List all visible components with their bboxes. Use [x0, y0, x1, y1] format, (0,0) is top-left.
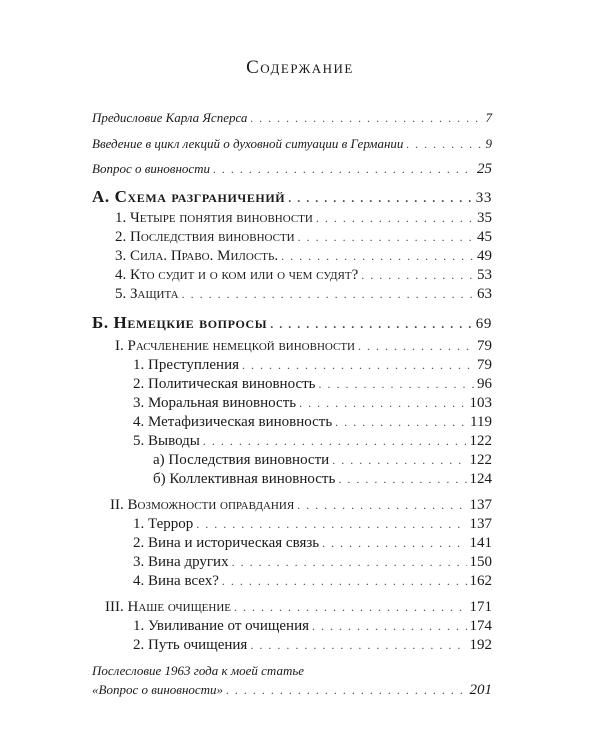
- toc-page-number: 49: [477, 248, 492, 264]
- dot-leader: [406, 137, 482, 152]
- toc-entry-title: 2. Путь очищения: [133, 637, 248, 653]
- toc-entry[interactable]: [133, 357, 492, 374]
- toc-entry-title: 3. Сила. Право. Милость.: [115, 248, 279, 264]
- toc-section-title: II. Возможности оправдания: [110, 497, 295, 513]
- toc-page-number: 150: [469, 554, 492, 570]
- toc-page-number: 103: [469, 395, 492, 411]
- toc-page-number: 33: [475, 190, 492, 206]
- toc-page-number: 35: [477, 210, 492, 226]
- toc-entry-title: Введение в цикл лекций о духовной ситуации в Германии: [92, 136, 404, 151]
- toc-entry[interactable]: [133, 376, 492, 393]
- toc-entry[interactable]: [133, 433, 492, 450]
- toc-entry-title: 4. Кто судит и о ком или о чем судят?: [115, 267, 359, 283]
- toc-page-number: 79: [477, 338, 492, 354]
- dot-leader: [316, 211, 474, 226]
- dot-leader: [319, 377, 474, 392]
- toc-page-number: 171: [469, 599, 492, 615]
- toc-entry[interactable]: [115, 210, 492, 227]
- toc-entry-preface[interactable]: [92, 110, 492, 126]
- toc-entry-title: 4. Метафизическая виновность: [133, 414, 333, 430]
- toc-part-title: А. Схема разграничений: [92, 187, 286, 206]
- toc-entry-title: 1. Четыре понятия виновности: [115, 210, 313, 226]
- dot-leader: [281, 249, 474, 264]
- dot-leader: [361, 268, 474, 283]
- toc-entry[interactable]: [115, 267, 492, 284]
- dot-leader: [288, 191, 473, 206]
- toc-page-number: 137: [469, 516, 492, 532]
- toc-page-number: 141: [469, 535, 492, 551]
- toc-page-number: 9: [485, 136, 492, 151]
- toc-page-number: 162: [469, 573, 492, 589]
- toc-page-number: 174: [469, 618, 492, 634]
- toc-entry-title: 2. Вина и историческая связь: [133, 535, 320, 551]
- toc-entry-introduction[interactable]: [92, 136, 492, 152]
- dot-leader: [213, 162, 474, 177]
- toc-entry-title: 4. Вина всех?: [133, 573, 219, 589]
- toc-entry[interactable]: [133, 554, 492, 571]
- toc-entry-title: 1. Преступления: [133, 357, 240, 373]
- dot-leader: [203, 434, 467, 449]
- dot-leader: [226, 683, 466, 698]
- dot-leader: [299, 396, 466, 411]
- toc-page-number: 53: [477, 267, 492, 283]
- toc-section-title: III. Наше очищение: [105, 599, 232, 615]
- toc-page-number: 63: [477, 286, 492, 302]
- toc-page-number: 25: [477, 161, 492, 177]
- toc-page-number: 79: [477, 357, 492, 373]
- dot-leader: [232, 555, 467, 570]
- toc-entry-afterword[interactable]: [92, 682, 492, 699]
- dot-leader: [297, 498, 466, 513]
- toc-entry-title: 3. Вина других: [133, 554, 229, 570]
- toc-section-3[interactable]: [105, 599, 492, 616]
- toc-section-1[interactable]: [115, 338, 492, 355]
- toc-entry-title: Предисловие Карла Ясперса: [92, 110, 248, 125]
- toc-entry-title: 3. Моральная виновность: [133, 395, 297, 411]
- toc-entry-title: 5. Выводы: [133, 433, 200, 449]
- toc-page-number: 69: [475, 316, 492, 332]
- toc-section-2[interactable]: [110, 497, 492, 514]
- toc-afterword-line1: Послесловие 1963 года к моей статье: [92, 663, 305, 678]
- dot-leader: [250, 638, 466, 653]
- dot-leader: [222, 574, 467, 589]
- toc-entry[interactable]: [133, 573, 492, 590]
- dot-leader: [358, 339, 474, 354]
- toc-entry-title: б) Коллективная виновность: [153, 471, 336, 487]
- toc-subentry[interactable]: [153, 452, 492, 469]
- toc-entry-guilt-question[interactable]: [92, 161, 492, 178]
- toc-page-number: 137: [469, 497, 492, 513]
- dot-leader: [312, 619, 466, 634]
- dot-leader: [332, 453, 466, 468]
- toc-page-number: 96: [477, 376, 492, 392]
- toc-subentry[interactable]: [153, 471, 492, 488]
- toc-entry[interactable]: [133, 414, 492, 431]
- toc-entry-title: 2. Политическая виновность: [133, 376, 316, 392]
- toc-entry[interactable]: [133, 395, 492, 412]
- toc-part-title: Б. Немецкие вопросы: [92, 313, 268, 332]
- toc-page-number: 45: [477, 229, 492, 245]
- page-title: Содержание: [246, 56, 354, 78]
- dot-leader: [196, 517, 466, 532]
- toc-entry-title: «Вопрос о виновности»: [92, 682, 224, 697]
- toc-entry-title: Вопрос о виновности: [92, 161, 211, 176]
- dot-leader: [338, 472, 466, 487]
- dot-leader: [234, 600, 466, 615]
- toc-entry[interactable]: [115, 286, 492, 303]
- toc-entry[interactable]: [115, 248, 492, 265]
- toc-entry[interactable]: [133, 637, 492, 654]
- toc-part-a[interactable]: [92, 187, 492, 207]
- toc-page-number: 119: [470, 414, 492, 430]
- dot-leader: [250, 111, 482, 126]
- toc-entry-title: 1. Террор: [133, 516, 194, 532]
- dot-leader: [322, 536, 466, 551]
- toc-page-number: 7: [485, 110, 492, 125]
- toc-page-number: 122: [469, 433, 492, 449]
- toc-page-number: 201: [469, 682, 492, 698]
- toc-entry[interactable]: [133, 535, 492, 552]
- dot-leader: [242, 358, 474, 373]
- toc-entry-title: а) Последствия виновности: [153, 452, 330, 468]
- dot-leader: [335, 415, 467, 430]
- toc-section-title: I. Расчленение немецкой виновности: [115, 338, 355, 354]
- toc-entry-title: 1. Увиливание от очищения: [133, 618, 310, 634]
- toc-part-b[interactable]: [92, 313, 492, 333]
- toc-page-number: 192: [469, 637, 492, 653]
- toc-entry[interactable]: [115, 229, 492, 246]
- toc-entry-title: 2. Последствия виновности: [115, 229, 295, 245]
- dot-leader: [182, 287, 474, 302]
- toc-page-number: 122: [469, 452, 492, 468]
- toc-page-number: 124: [469, 471, 492, 487]
- toc-entry[interactable]: [133, 618, 492, 635]
- dot-leader: [298, 230, 474, 245]
- dot-leader: [270, 317, 473, 332]
- toc-entry[interactable]: [133, 516, 492, 533]
- toc-entry-title: 5. Защита: [115, 286, 179, 302]
